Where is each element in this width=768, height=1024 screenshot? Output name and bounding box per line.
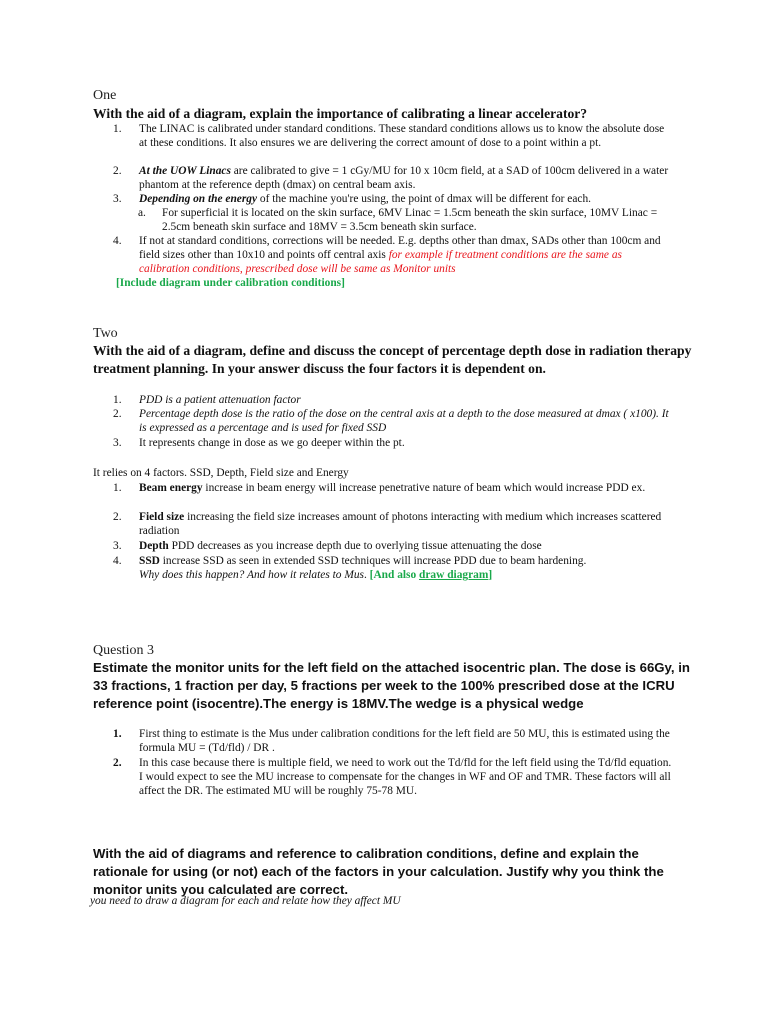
list-text: The LINAC is calibrated under standard conditions. These standard conditions allows us to know the absolute dose at these conditions. It also ensures we are delivering the correct amount of dose to a point within a pt.: [139, 123, 665, 150]
list-text: In this case because there is multiple field, we need to work out the Td/fld for the left field using the Td/fld equation. I would expect to see the MU increase to compensate for the changes in WF and OF and TMR. These factors will all affect the DR. The estimated MU will be roughly 75-78 MU.: [139, 757, 672, 798]
list-item: [113, 436, 673, 450]
list-number: 2.: [113, 511, 122, 523]
factors-intro: It relies on 4 factors. SSD, Depth, Field size and Energy: [93, 467, 349, 479]
sub-list-letter: a.: [138, 207, 146, 219]
sub-list-text: For superficial it is located on the skin surface, 6MV Linac = 1.5cm beneath the skin surface, 10MV Linac = 2.5cm beneath skin surface and 18MV = 3.5cm beneath skin surface.: [162, 207, 658, 234]
question-two: With the aid of a diagram, define and discuss the concept of percentage depth dose in radiation therapy treatment planning. In your answer discuss the four factors it is dependent on.: [93, 343, 692, 376]
list-item: [113, 122, 673, 150]
italic-question: Why does this happen? And how it relates to Mus: [139, 569, 364, 582]
list-item: [113, 234, 673, 277]
question-three: Estimate the monitor units for the left field on the attached isocentric plan. The dose is 66Gy, in 33 fractions, 1 fraction per day, 5 fractions per week to the 100% prescribed dose at the ICRU reference point (isocentre).The energy is 18MV.The wedge is a physical wedge: [93, 660, 690, 711]
list-item: [113, 554, 673, 582]
list-number: 1.: [113, 123, 122, 135]
list-number: 1.: [113, 482, 122, 494]
list-text: It represents change in dose as we go deeper within the pt.: [139, 437, 405, 449]
list-text: PDD is a patient attenuation factor: [139, 394, 301, 406]
list-text: increase in beam energy will increase penetrative nature of beam which would increase PDD ex.: [202, 482, 646, 494]
list-item: [113, 727, 673, 755]
list-text: PDD decreases as you increase depth due to overlying tissue attenuating the dose: [168, 540, 542, 552]
list-number: 4.: [113, 235, 122, 247]
list-number: 3.: [113, 540, 122, 552]
factor-name: Beam energy: [139, 482, 203, 494]
section-two-label: Two: [93, 326, 118, 341]
red-note: for example if treatment conditions are the same as calibration conditions, prescribed dose will be same as Monitor units: [139, 249, 622, 276]
list-number: 1.: [113, 728, 122, 740]
list-item: [113, 481, 673, 495]
list-item: [113, 192, 673, 206]
factor-name: SSD: [139, 555, 160, 567]
question-three-part-two: With the aid of diagrams and reference to calibration conditions, define and explain the rationale for using (or not) each of the factors in your calculation. Justify why you think the monitor units you calculated are correct.: [93, 846, 664, 897]
question-3-label: Question 3: [93, 643, 155, 658]
list-item: [113, 393, 673, 407]
draw-diagram-link[interactable]: draw diagram: [419, 569, 489, 582]
list-text: increase SSD as seen in extended SSD techniques will increase PDD due to beam hardening.: [159, 555, 587, 567]
diagram-instruction: you need to draw a diagram for each and relate how they affect MU: [90, 895, 401, 907]
list-text: are calibrated to give = 1 cGy/MU for 10 x 10cm field, at a SAD of 100cm delivered in a water phantom at the reference depth (dmax) on central beam axis.: [139, 165, 669, 192]
list-number: 2.: [113, 165, 122, 177]
list-number: 2.: [113, 757, 122, 769]
list-item: [113, 756, 673, 799]
list-item: [113, 407, 673, 435]
list-text: Percentage depth dose is the ratio of the dose on the central axis at a depth to the dose measured at dmax ( x100). It is expressed as a percentage and is used for fixed SSD: [139, 408, 669, 435]
list-item: [113, 510, 673, 538]
list-text: of the machine you're using, the point of dmax will be different for each.: [257, 193, 591, 205]
list-item: [113, 539, 673, 553]
factor-name: Field size: [139, 511, 185, 523]
sub-list-item: [138, 206, 678, 234]
section-one-label: One: [93, 88, 117, 103]
list-text: increasing the field size increases amount of photons interacting with medium which increases scattered radiation: [139, 511, 662, 538]
list-number: 2.: [113, 408, 122, 420]
list-text: First thing to estimate is the Mus under calibration conditions for the left field are 50 MU, this is estimated using the formula MU = (Td/fld) / DR .: [139, 728, 670, 755]
diagram-note: [Include diagram under calibration conditions]: [116, 277, 345, 289]
question-one: With the aid of a diagram, explain the importance of calibrating a linear accelerator?: [93, 106, 588, 121]
list-number: 3.: [113, 193, 122, 205]
uow-linacs-emphasis: At the UOW Linacs: [139, 165, 231, 177]
period: .: [363, 569, 370, 582]
energy-emphasis: Depending on the energy: [139, 193, 258, 205]
green-note: [And also: [369, 569, 420, 582]
list-item: [113, 164, 673, 192]
green-note-close: ]: [488, 569, 493, 582]
list-number: 1.: [113, 394, 122, 406]
factor-name: Depth: [139, 540, 169, 552]
list-text: If not at standard conditions, corrections will be needed. E.g. depths other than dmax, SADs other than 100cm and field sizes other than 10x10 and points off central axis: [139, 235, 661, 262]
list-number: 3.: [113, 437, 122, 449]
list-number: 4.: [113, 555, 122, 567]
